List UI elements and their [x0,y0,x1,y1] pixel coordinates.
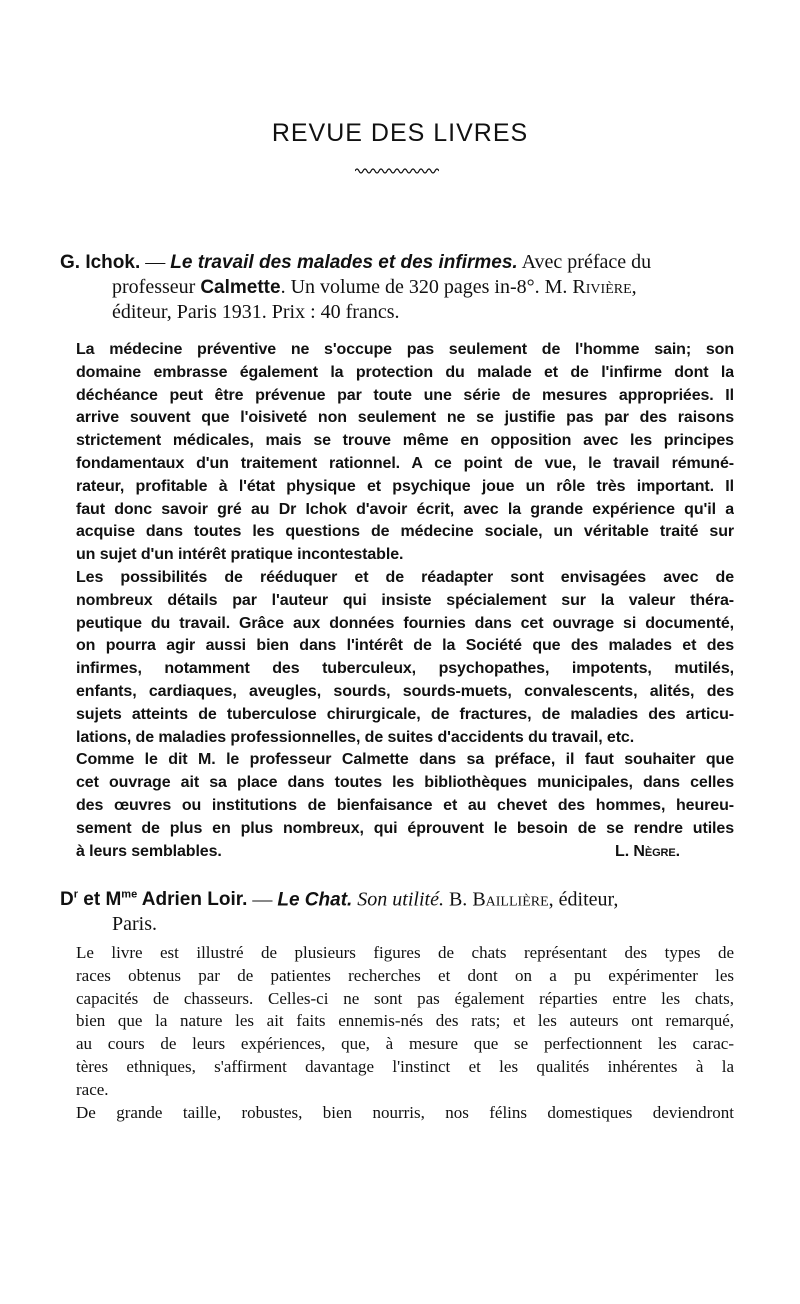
text-line: sement de plus en plus nombreux, qui éprouvent le besoin de se rendre utiles [76,819,734,837]
text-line: capacités de chasseurs. Celles-ci ne sont pas également réparties entre les chats, [76,988,734,1008]
text-line: fondamentaux d'un traitement rationnel. A ce point de vue, le travail rémuné- [76,454,734,472]
preface-author: Calmette [200,277,281,298]
publisher: Rivière, [572,276,637,298]
text-line: Le livre est illustré de plusieurs figures de chats représentant des types de [76,943,734,962]
text-line: races obtenus par de patientes recherches et dont on a pu expérimenter les [76,965,734,985]
review-author: $D^r$ et $M^{me}$ Adrien Loir. [60,889,248,911]
publication-place: Paris. [112,913,157,936]
book-title: Le travail des malades et des infirmes. [170,252,518,273]
text-line: peutique du travail. Grâce aux données fournies dans cet ouvrage si documenté, [76,614,734,632]
text-line: race. [76,1079,109,1099]
text-line: lations, de maladies professionnelles, de suites d'accidents du travail, etc. [76,728,635,746]
text-line: infirmes, notamment des tuberculeux, psychopathes, impotents, mutilés, [76,660,734,678]
text-line: nombreux détails par l'auteur qui insiste spécialement sur la valeur théra- [76,591,734,609]
text-line: strictement médicales, mais se trouve même en opposition avec les principes [76,432,734,450]
text-line: bien que la nature les ait faits ennemis-nés des rats; et les auteurs ont remarqué, [76,1011,734,1031]
review-body-2 [76,942,734,1124]
review-heading-2: $D^r$ et $M^{me}$ Adrien Loir. — Le Chat. Son utilité. B. Baillière, éditeur, Paris. [60,883,740,937]
text-line: tères ethniques, s'affirment davantage l'instinct et les qualités inhérentes à la [76,1056,734,1076]
text-line-with-signature: à leurs semblables. L. Nègre. [76,841,734,864]
text-line: on pourra agir aussi bien dans l'intérêt de la Société que des malades et des [76,637,734,655]
book-subtitle: Son utilité. [352,888,444,911]
review-body-1 [76,339,734,863]
text-line: De grande taille, robustes, bien nourris, nos félins domestiques deviendront [76,1102,734,1122]
publisher: Baillière, [472,888,554,911]
review-heading-1: G. Ichok. — Le travail des malades et des infirmes. Avec préface du professeur Calmette. Un volume de 320 pages in-8°. M. Rivière, éditeur, Paris 1931. Prix : 40 francs. [60,250,740,325]
text-line: un sujet d'un intérêt pratique incontestable. [76,546,404,564]
text-line: enfants, cardiaques, aveugles, sourds, sourds-muets, convalescents, alités, des [76,682,734,700]
review-author: G. Ichok. [60,252,141,273]
book-title: Le Chat. [277,889,353,911]
page-title: REVUE DES LIVRES [271,119,529,147]
text-line: déchéance peut être prévenue par toute une série de mesures appropriées. Il [76,386,734,404]
text-line: Les possibilités de rééduquer et de réadapter sont envisagées avec de [76,568,734,586]
publication-details: éditeur, Paris 1931. Prix : 40 francs. [112,301,400,323]
text-line: Comme le dit M. le professeur Calmette dans sa préface, il faut souhaiter que [76,751,734,769]
text-line: cet ouvrage ait sa place dans toutes les bibliothèques municipales, dans celles [76,774,734,792]
text-line: domaine embrasse également la protection du malade et de l'infirme dont la [76,363,734,381]
text-line: arrive souvent que l'oisiveté non seulement ne se justifie pas par des raisons [76,409,734,427]
text-line: acquise dans toutes les questions de médecine sociale, un véritable traité sur [76,523,734,541]
text-line: des œuvres ou institutions de bienfaisance et au chevet des hommes, heureu- [76,796,734,814]
text-line: La médecine préventive ne s'occupe pas seulement de l'homme sain; son [76,341,734,358]
text-line: au cours de leurs expériences, que, à mesure que se perfectionnent les carac- [76,1034,734,1054]
text-line: rateur, profitable à l'état physique et psychique joue un rôle très important. Il [76,477,734,495]
review-signature: L. Nègre. [615,842,680,860]
text-line: faut donc savoir gré au Dr Ichok d'avoir écrit, avec la grande expérience qu'il a [76,500,734,518]
wavy-rule-ornament [355,166,439,176]
text-line: sujets atteints de tuberculose chirurgicale, de fractures, de maladies des articu- [76,705,734,723]
